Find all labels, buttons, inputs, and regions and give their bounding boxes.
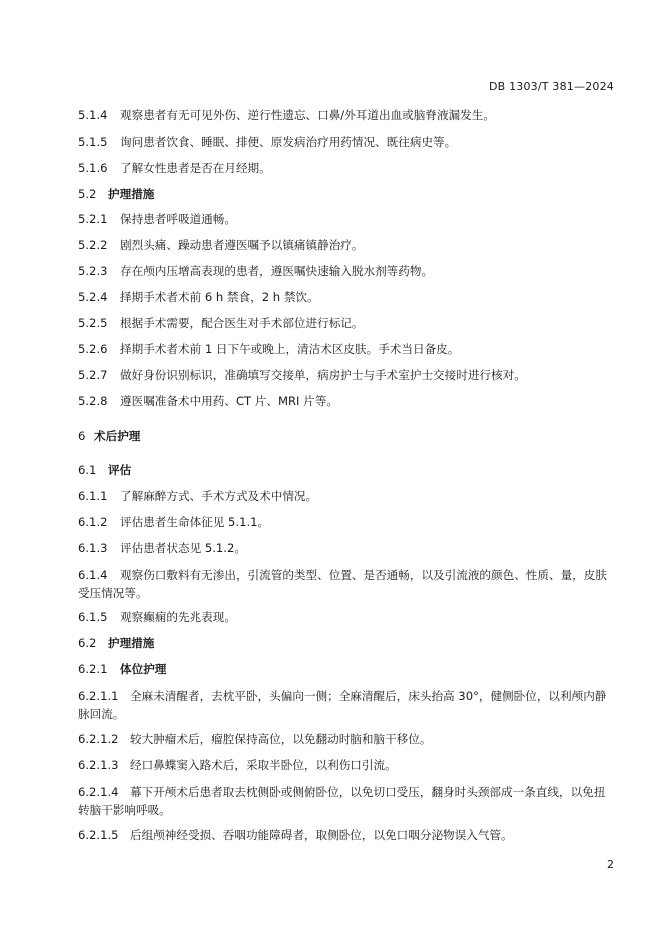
clause-text: 后组颅神经受损、吞咽功能障碍者，取侧卧位，以免口咽分泌物误入气管。: [130, 828, 513, 842]
clause-text: 剧烈头痛、躁动患者遵医嘱予以镇痛镇静治疗。: [120, 238, 364, 252]
clause-5-1-6: [78, 160, 614, 177]
clause-6-1-1: [78, 488, 614, 505]
clause-6-1-4: [78, 566, 614, 602]
clause-number: 6.2.1.3: [78, 758, 119, 772]
section-number: 6.1: [78, 463, 97, 477]
clause-number: 6.1.3: [78, 541, 108, 555]
clause-text: 较大肿瘤术后，瘤腔保持高位，以免翻动时脑和脑干移位。: [130, 732, 432, 746]
section-number: 6.2: [78, 636, 97, 650]
clause-text: 遵医嘱准备术中用药、CT 片、MRI 片等。: [120, 394, 338, 408]
clause-6-1-2: [78, 514, 614, 531]
clause-text: 观察伤口敷料有无渗出，引流管的类型、位置、是否通畅，以及引流液的颜色、性质、量，皮肤受压情况等。: [78, 568, 607, 600]
clause-text: 评估患者状态见 5.1.2。: [120, 541, 246, 555]
subsection-heading-6-2-1: [78, 661, 614, 678]
clause-number: 5.2.4: [78, 290, 108, 304]
clause-number: 5.2.8: [78, 394, 108, 408]
clause-text: 经口鼻蝶窦入路术后，采取半卧位，以利伤口引流。: [130, 758, 397, 772]
clause-5-2-5: [78, 315, 614, 332]
clause-5-2-4: [78, 289, 614, 306]
clause-number: 6.1.1: [78, 489, 108, 503]
clause-text: 根据手术需要，配合医生对手术部位进行标记。: [120, 316, 364, 330]
clause-number: 5.2.6: [78, 342, 108, 356]
clause-number: 5.1.5: [78, 135, 108, 149]
clause-number: 5.1.6: [78, 161, 108, 175]
clause-text: 做好身份识别标识，准确填写交接单，病房护士与手术室护士交接时进行核对。: [120, 368, 526, 382]
section-heading-5-2: [78, 186, 614, 203]
clause-5-2-3: [78, 263, 614, 280]
clause-text: 了解女性患者是否在月经期。: [120, 161, 271, 175]
clause-text: 存在颅内压增高表现的患者，遵医嘱快速输入脱水剂等药物。: [120, 264, 434, 278]
clause-text: 幕下开颅术后患者取去枕侧卧或侧俯卧位，以免切口受压，翻身时头颈部成一条直线，以免扭转脑干影响呼吸。: [78, 785, 606, 817]
clause-5-2-6: [78, 341, 614, 358]
clause-number: 5.2.2: [78, 238, 108, 252]
clause-number: 6.2.1.5: [78, 828, 119, 842]
clause-5-2-8: [78, 393, 614, 410]
clause-6-2-1-5: [78, 827, 614, 844]
chapter-heading-6: [78, 428, 614, 445]
clause-6-2-1-2: [78, 731, 614, 748]
clause-number: 5.2.5: [78, 316, 108, 330]
clause-number: 5.2.1: [78, 212, 108, 226]
clause-text: 全麻未清醒者，去枕平卧，头偏向一侧；全麻清醒后，床头抬高 30°，健侧卧位，以利颅内静脉回流。: [78, 689, 607, 721]
clause-text: 了解麻醉方式、手术方式及术中情况。: [120, 489, 318, 503]
chapter-number: 6: [78, 429, 86, 443]
clause-5-1-4: [78, 107, 614, 124]
section-title: 护理措施: [108, 636, 155, 650]
clause-text: 择期手术者术前 6 h 禁食，2 h 禁饮。: [120, 290, 319, 304]
clause-text: 询问患者饮食、睡眠、排便、原发病治疗用药情况、既往病史等。: [120, 135, 457, 149]
clause-text: 观察癫痫的先兆表现。: [120, 610, 236, 624]
section-title: 护理措施: [108, 187, 155, 201]
section-heading-6-2: [78, 635, 614, 652]
clause-5-2-1: [78, 211, 614, 228]
clause-5-2-7: [78, 367, 614, 384]
clause-number: 6.1.5: [78, 610, 108, 624]
clause-text: 观察患者有无可见外伤、逆行性遗忘、口鼻/外耳道出血或脑脊液漏发生。: [120, 108, 495, 122]
clause-6-2-1-3: [78, 757, 614, 774]
clause-text: 保持患者呼吸道通畅。: [120, 212, 236, 226]
clause-number: 5.2.7: [78, 368, 108, 382]
clause-6-2-1-1: [78, 687, 614, 723]
clause-5-2-2: [78, 237, 614, 254]
clause-6-2-1-4: [78, 783, 614, 819]
clause-5-1-5: [78, 134, 614, 151]
chapter-title: 术后护理: [94, 429, 141, 443]
section-title: 评估: [108, 463, 132, 477]
section-number: 5.2: [78, 187, 97, 201]
clause-number: 6.1.4: [78, 568, 108, 582]
section-heading-6-1: [78, 462, 614, 479]
clause-number: 5.1.4: [78, 108, 108, 122]
clause-text: 择期手术者术前 1 日下午或晚上，清洁术区皮肤。手术当日备皮。: [120, 342, 460, 356]
clause-number: 6.2.1.1: [78, 689, 119, 703]
clause-6-1-3: [78, 540, 614, 557]
clause-number: 6.2.1.2: [78, 732, 119, 746]
clause-number: 5.2.3: [78, 264, 108, 278]
clause-text: 评估患者生命体征见 5.1.1。: [120, 515, 270, 529]
subsection-title: 体位护理: [120, 662, 167, 676]
clause-6-1-5: [78, 609, 614, 626]
clause-number: 6.2.1.4: [78, 785, 119, 799]
standard-number: DB 1303/T 381—2024: [488, 80, 614, 93]
page-number: 2: [607, 858, 614, 871]
clause-number: 6.1.2: [78, 515, 108, 529]
subsection-number: 6.2.1: [78, 662, 108, 676]
